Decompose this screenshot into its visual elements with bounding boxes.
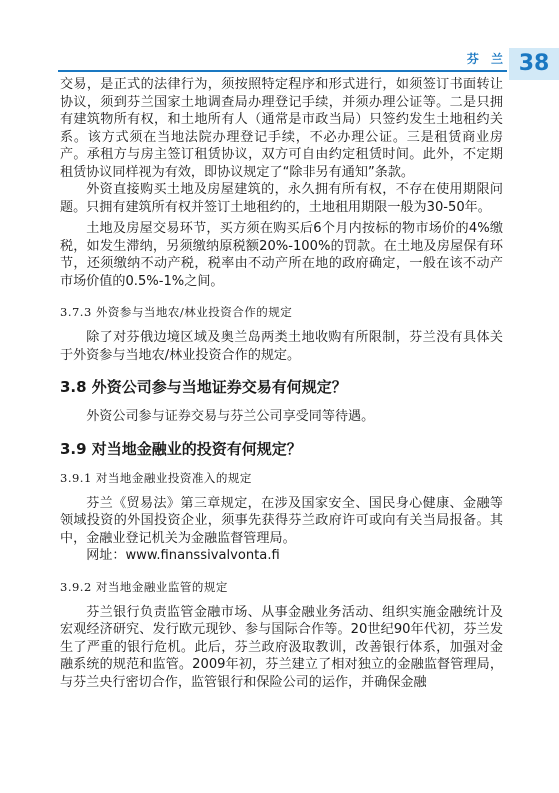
section-heading-3-8: 3.8 外资公司参与当地证券交易有何规定？ xyxy=(60,378,347,396)
header-rule xyxy=(58,70,507,72)
paragraph-land-transaction: 交易，是正式的法律行为，须按照特定程序和形式进行，如须签订书面转让协议，须到芬兰国家土地调查局办理登记手续，并须办理公证等。二是只拥有建筑物所有权，和土地所有人（通常是市政当局）只签约发生土地租约关系。该方式须在当地法院办理登记手续，不必办理公证。三是租赁商业房产。承租方与房主签订租赁协议，双方可自由约定租赁时间。此外，不定期租赁协议同样视为有效，即协议规定了“除非另有通知”条款。 xyxy=(60,77,503,180)
paragraph-agri-forestry: 除了对芬俄边境区域及奥兰岛两类土地收购有所限制，芬兰没有具体关于外资参与当地农/林业投资合作的规定。 xyxy=(60,330,503,363)
section-heading-3-9-1: 3.9.1 对当地金融业投资准入的规定 xyxy=(60,470,252,485)
section-heading-3-9-2: 3.9.2 对当地金融业监管的规定 xyxy=(60,579,228,594)
section-heading-3-9: 3.9 对当地金融业的投资有何规定？ xyxy=(60,439,302,458)
section-heading-3-7-3: 3.7.3 外资参与当地农/林业投资合作的规定 xyxy=(60,305,293,319)
paragraph-finance-supervision: 芬兰银行负责监管金融市场、从事金融业务活动、组织实施金融统计及宏观经济研究、发行欧元现钞、参与国际合作等。20世纪90年代初，芬兰发生了严重的银行危机。此后，芬兰政府汲取教训，改善银行体系，加强对金融系统的规范和监管。2009年初，芬兰建立了相对独立的金融监督管理局，与芬兰央行密切合作，监管银行和保险公司的运作，并确保金融 xyxy=(60,604,503,690)
paragraph-property-tax: 土地及房屋交易环节，买方须在购买后6个月内按标的物市场价的4%缴税，如发生滞纳，另须缴纳原税额20%-100%的罚款。在土地及房屋保有环节，还须缴纳不动产税，税率由不动产所在地的政府确定，一般在该不动产市场价值的0.5%-1%之间。 xyxy=(60,221,503,289)
page-header xyxy=(0,0,559,80)
paragraph-ownership-period: 外资直接购买土地及房屋建筑的，永久拥有所有权，不存在使用期限问题。只拥有建筑所有权并签订土地租约的，土地租用期限一般为30-50年。 xyxy=(60,182,503,215)
page-number: 38 xyxy=(518,51,550,76)
page-number-tab xyxy=(509,48,559,80)
paragraph-securities: 外资公司参与证券交易与芬兰公司享受同等待遇。 xyxy=(86,409,375,424)
page-body xyxy=(60,76,503,691)
running-header-country: 芬 兰 xyxy=(466,52,507,66)
paragraph-finance-access: 芬兰《贸易法》第三章规定，在涉及国家安全、国民身心健康、金融等领域投资的外国投资企业，须事先获得芬兰政府许可或向有关当局报备。其中，金融业登记机关为金融监督管理局。 xyxy=(60,495,503,546)
regulator-website: 网址：www.finanssivalvonta.fi xyxy=(86,548,280,563)
